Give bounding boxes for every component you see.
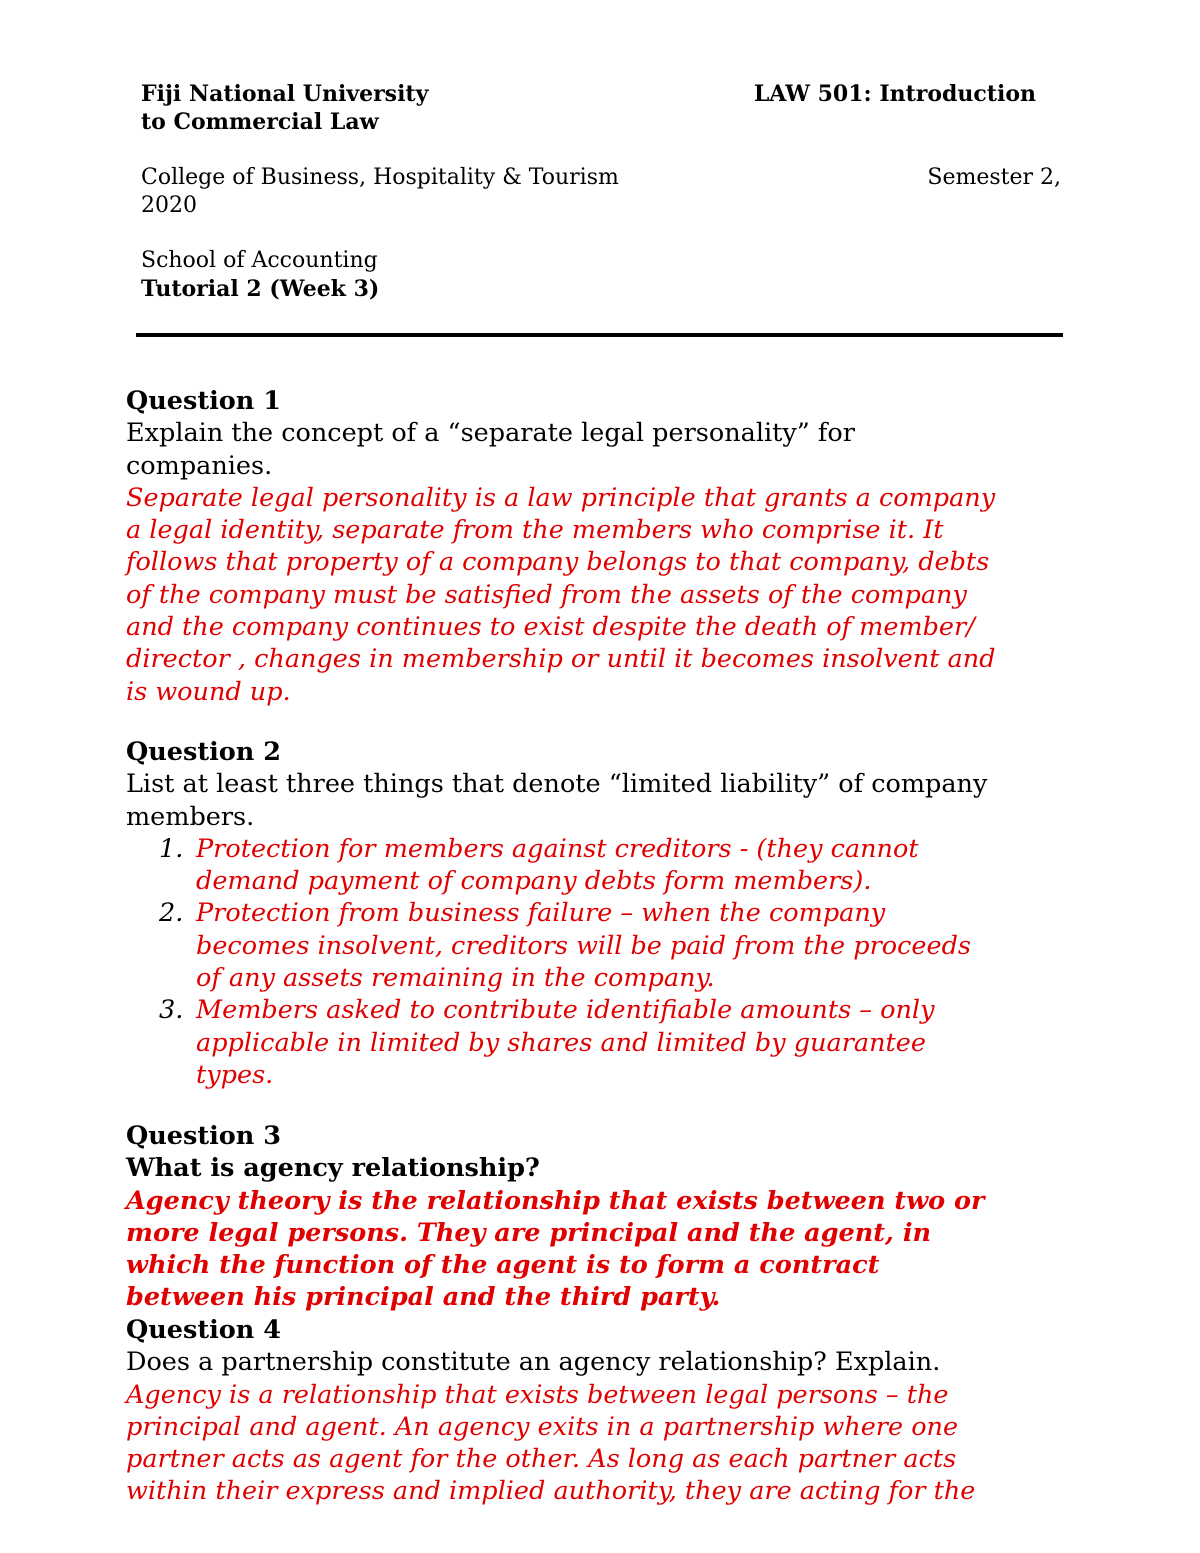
- university-name: Fiji National University: [141, 81, 429, 107]
- answer-line: Protection from business failure – when the company: [196, 898, 886, 929]
- answer-line: within their express and implied authority, they are acting for the: [126, 1476, 976, 1507]
- school-name: School of Accounting: [141, 248, 378, 273]
- answer-line: principal and agent. An agency exits in a partnership where one: [126, 1411, 959, 1442]
- question-3: [126, 1120, 1066, 1314]
- question-title: Question 3: [126, 1121, 281, 1151]
- list-number: 2.: [159, 898, 184, 929]
- question-2: [126, 736, 1066, 1091]
- question-title: Question 4: [126, 1315, 281, 1345]
- list-item: [126, 833, 1066, 898]
- list-item: [126, 897, 1066, 994]
- list-number: 3.: [159, 995, 184, 1026]
- course-code: LAW 501: Introduction: [753, 81, 1036, 107]
- list-number: 1.: [159, 833, 184, 864]
- question-prompt-line: Explain the concept of a “separate legal personality” for: [126, 418, 855, 449]
- answer-line: types.: [196, 1059, 274, 1090]
- answer-line: follows that property of a company belongs to that company, debts: [126, 547, 990, 578]
- answer-line: between his principal and the third party.: [126, 1282, 721, 1313]
- tutorial-title: Tutorial 2 (Week 3): [141, 276, 380, 302]
- answer-line: of the company must be satisfied from the assets of the company: [126, 579, 967, 610]
- answer-line: is wound up.: [126, 676, 291, 707]
- answer-line: director , changes in membership or until it becomes insolvent and: [126, 644, 996, 675]
- header-school-row: [141, 247, 1061, 303]
- answer-line: of any assets remaining in the company.: [196, 963, 715, 994]
- semester: Semester 2,: [927, 165, 1061, 190]
- question-prompt-line: companies.: [126, 450, 273, 481]
- college-name: College of Business, Hospitality & Tourism: [141, 165, 619, 190]
- question-title: Question 1: [126, 386, 281, 416]
- list-item: [126, 994, 1066, 1091]
- answer-line: Members asked to contribute identifiable amounts – only: [196, 995, 935, 1026]
- answer-line: a legal identity, separate from the members who comprise it. It: [126, 515, 944, 546]
- answer-line: partner acts as agent for the other. As long as each partner acts: [126, 1444, 957, 1475]
- answer-list: [126, 833, 1066, 1091]
- question-4: [126, 1314, 1066, 1508]
- header-college-row: [141, 164, 1061, 220]
- answer-line: Separate legal personality is a law principle that grants a company: [126, 482, 996, 513]
- question-1: [126, 385, 1066, 708]
- course-title-cont: to Commercial Law: [141, 109, 379, 135]
- question-prompt-line: members.: [126, 801, 255, 832]
- answer-line: becomes insolvent, creditors will be paid from the proceeds: [196, 930, 971, 961]
- answer-line: demand payment of company debts form members).: [196, 866, 872, 897]
- answer-line: Agency is a relationship that exists between legal persons – the: [126, 1379, 949, 1410]
- answer-line: more legal persons. They are principal and the agent, in: [126, 1217, 932, 1248]
- answer-line: and the company continues to exist despite the death of member/: [126, 612, 975, 643]
- answer-line: Agency theory is the relationship that exists between two or: [126, 1185, 985, 1216]
- answer-line: which the function of the agent is to form a contract: [126, 1250, 880, 1281]
- question-prompt: What is agency relationship?: [126, 1153, 540, 1184]
- answer-line: Protection for members against creditors - (they cannot: [196, 833, 919, 864]
- header-divider: [136, 333, 1063, 337]
- question-title: Question 2: [126, 737, 281, 767]
- header-university-row: [141, 80, 1061, 136]
- answer-line: applicable in limited by shares and limited by guarantee: [196, 1027, 926, 1058]
- question-prompt-line: List at least three things that denote “limited liability” of company: [126, 769, 988, 800]
- year: 2020: [141, 193, 197, 218]
- question-prompt: Does a partnership constitute an agency relationship? Explain.: [126, 1347, 941, 1378]
